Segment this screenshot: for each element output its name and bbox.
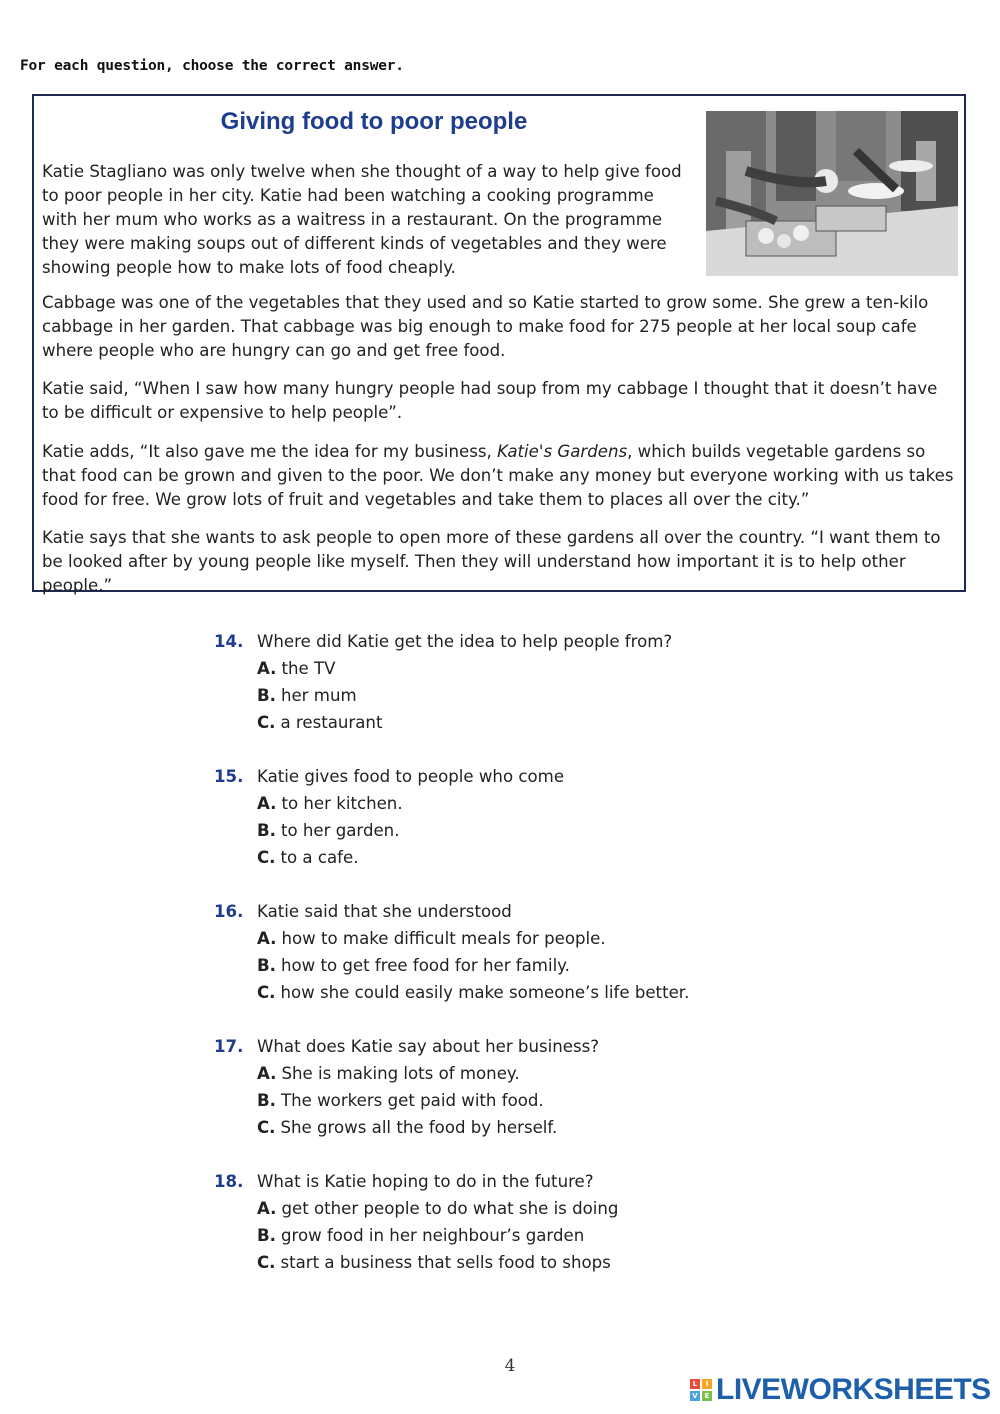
option-text: a restaurant [280,713,383,732]
answer-option-a[interactable] [214,1060,774,1087]
option-text: to a cafe. [280,848,359,867]
photo-illustration [706,111,958,276]
brand-name: LIVEWORKSHEETS [716,1373,991,1406]
option-letter: C. [257,1253,276,1272]
option-letter: A. [257,1064,277,1083]
answer-option-a[interactable] [214,790,774,817]
answer-option-b[interactable] [214,682,774,709]
food-serving-photo [706,111,958,276]
option-text: to her kitchen. [281,794,403,813]
question-16 [214,898,774,1006]
option-letter: B. [257,1091,276,1110]
option-letter: C. [257,713,276,732]
option-letter: B. [257,1226,276,1245]
question-text: Katie said that she understood [257,902,512,921]
option-text: to her garden. [280,821,400,840]
answer-option-c[interactable] [214,979,774,1006]
option-letter: B. [257,821,276,840]
question-17 [214,1033,774,1141]
question-text: What is Katie hoping to do in the future? [257,1172,594,1191]
option-text: get other people to do what she is doing [281,1199,619,1218]
option-letter: B. [257,686,276,705]
option-letter: B. [257,956,276,975]
paragraph-4-start: Katie adds, “It also gave me the idea for my business, [42,442,498,461]
question-text: Where did Katie get the idea to help people from? [257,632,673,651]
question-18 [214,1168,774,1276]
answer-option-a[interactable] [214,925,774,952]
option-text: her mum [280,686,357,705]
question-number: 18. [214,1172,244,1191]
question-number: 16. [214,902,244,921]
question-14 [214,628,774,736]
option-letter: A. [257,794,277,813]
paragraph-2: Cabbage was one of the vegetables that they used and so Katie started to grow some. She grew a ten-kilo cabbage in her garden. That cabbage was big enough to make food for 275 people at her local soup cafe where people who are hungry can go and get free food. [42,293,929,360]
answer-option-a[interactable] [214,655,774,682]
question-text: What does Katie say about her business? [257,1037,600,1056]
page-number: 4 [504,1356,516,1376]
logo-letter-e: E [702,1391,712,1401]
paragraph-4-end: , which builds vegetable gardens so that food can be grown and given to the poor. We don’t make any money but everyone working with us takes food for free. We grow lots of fruit and vegetables and take them to places all over the city.” [42,442,954,509]
option-letter: A. [257,1199,277,1218]
logo-letter-v: V [690,1391,700,1401]
option-letter: C. [257,1118,276,1137]
option-letter: C. [257,983,276,1002]
answer-option-c[interactable] [214,709,774,736]
answer-option-c[interactable] [214,1249,774,1276]
question-text: Katie gives food to people who come [257,767,565,786]
option-letter: C. [257,848,276,867]
answer-option-b[interactable] [214,817,774,844]
reading-passage-box [32,94,966,595]
instruction-text: For each question, choose the correct answer. [20,58,404,74]
answer-option-c[interactable] [214,844,774,871]
option-text: The workers get paid with food. [280,1091,544,1110]
logo-letter-i: I [702,1379,712,1389]
paragraph-4 [42,440,962,512]
option-text: She grows all the food by herself. [280,1118,558,1137]
question-list [214,628,774,1303]
paragraph-5: Katie says that she wants to ask people to open more of these gardens all over the country. “I want them to be looked after by young people like myself. Then they will understand how important it is to help other people.” [42,528,941,595]
option-text: how to make difficult meals for people. [281,929,606,948]
liveworksheets-logo [690,1375,991,1405]
option-letter: A. [257,659,277,678]
option-text: how she could easily make someone’s life better. [280,983,690,1002]
question-number: 14. [214,632,244,651]
answer-option-a[interactable] [214,1195,774,1222]
option-text: how to get free food for her family. [280,956,570,975]
option-text: She is making lots of money. [281,1064,520,1083]
answer-option-b[interactable] [214,1222,774,1249]
question-number: 17. [214,1037,244,1056]
business-name: Katie's Gardens [497,442,628,461]
logo-letter-l: L [690,1379,700,1389]
option-text: the TV [281,659,336,678]
question-number: 15. [214,767,244,786]
answer-option-b[interactable] [214,1087,774,1114]
paragraph-3: Katie said, “When I saw how many hungry people had soup from my cabbage I thought that it doesn’t have to be difficult or expensive to help people”. [42,379,938,422]
option-text: grow food in her neighbour’s garden [280,1226,585,1245]
option-text: start a business that sells food to shops [280,1253,611,1272]
answer-option-b[interactable] [214,952,774,979]
logo-grid-icon [690,1379,712,1401]
article-title: Giving food to poor people [220,108,528,135]
answer-option-c[interactable] [214,1114,774,1141]
option-letter: A. [257,929,277,948]
paragraph-1: Katie Stagliano was only twelve when she thought of a way to help give food to poor people in her city. Katie had been watching a cooking programme with her mum who works as a waitress in a restaurant. On the programme they were making soups out of different kinds of vegetables and they were showing people how to make lots of food cheaply. [42,162,682,277]
question-15 [214,763,774,871]
